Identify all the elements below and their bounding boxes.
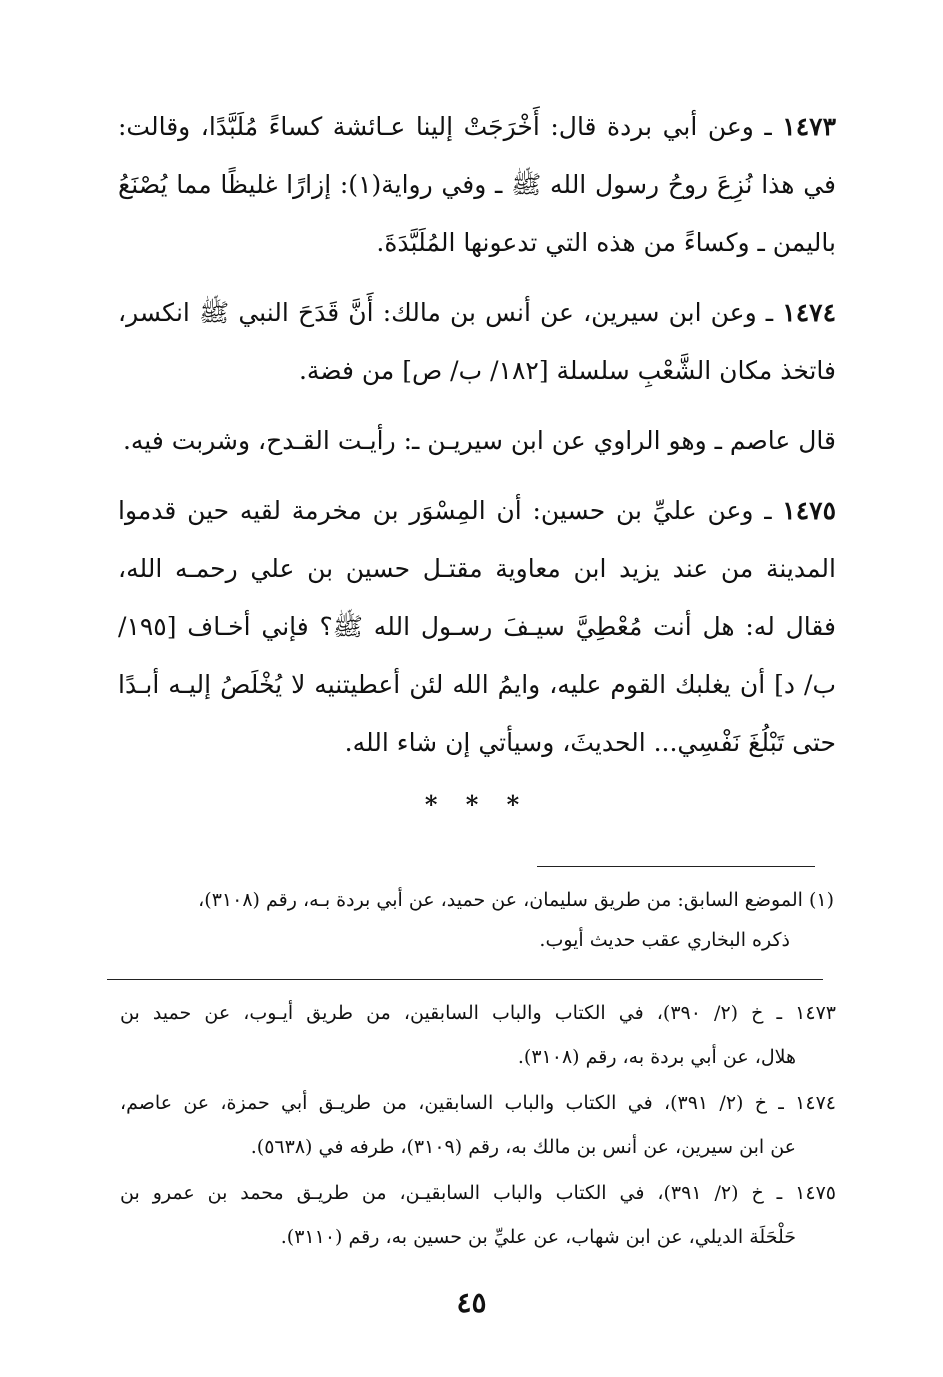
footnote-line: (١) الموضع السابق: من طريق سليمان، عن حميد، عن أبي بردة بـه، رقم (٣١٠٨)، — [198, 889, 834, 911]
footnote-1 — [120, 880, 834, 960]
section-separator: * * * — [424, 790, 530, 819]
page-number: ٤٥ — [456, 1286, 487, 1319]
main-text — [118, 98, 836, 819]
hadith-text: ـ وعن أبي بردة قال: أَخْرَجَتْ إلينا عـائشة كساءً مُلَبَّدًا، وقالت: في هذا نُزِعَ روحُ رسول الله ﷺ ـ وفي رواية(١): إزارًا غليظًا مما يُصْنَعُ باليمن ـ وكساءً من هذه التي تدعونها المُلَبَّدَةَ. — [118, 112, 836, 257]
hadith-number: ١٤٧٥ — [782, 496, 836, 525]
note-1473 — [120, 991, 836, 1079]
notes-divider — [107, 979, 823, 980]
footnote-divider — [537, 866, 815, 867]
note-line: ١٤٧٣ ـ خ (٢/ ٣٩٠)، في الكتاب والباب السابقين، من طريق أيـوب، عن حميد بن — [120, 1002, 836, 1024]
hadith-1473 — [118, 98, 836, 272]
hadith-number: ١٤٧٣ — [782, 112, 836, 141]
note-line: عن ابن سيرين، عن أنس بن مالك به، رقم (٣١٠٩)، طرفه في (٥٦٣٨). — [250, 1136, 796, 1158]
note-line: حَلْحَلَة الديلي، عن ابن شهاب، عن عليِّ بن حسين به، رقم (٣١١٠). — [280, 1226, 796, 1248]
note-line: هلال، عن أبي بردة به، رقم (٣١٠٨). — [517, 1046, 796, 1068]
hadith-text: ـ وعن عليِّ بن حسين: أن المِسْوَر بن مخرمة لقيه حين قدموا المدينة من عند يزيد ابن معاوية مقتـل حسين بن علي رحمـه الله، فقال له: هل أنت مُعْطِيَّ سيـفَ رسـول الله ﷺ؟ فإني أخـاف [١٩٥/ ب/ د] أن يغلبك القوم عليه، وايمُ الله لئن أعطيتنيه لا يُخْلَصُ إليـه أبـدًا حتى تَبْلُغَ نَفْسِي... الحديثَ، وسيأتي إن شاء الله. — [118, 496, 836, 757]
hadith-number: ١٤٧٤ — [782, 298, 836, 327]
takhrij-notes — [120, 991, 836, 1261]
footnote-line: ذكره البخاري عقب حديث أيوب. — [539, 929, 790, 951]
hadith-text: ـ وعن ابن سيرين، عن أنس بن مالك: أَنَّ قَدَحَ النبي ﷺ انكسر، فاتخذ مكان الشَّعْبِ سلسلة [١٨٢/ ب/ ص] من فضة. — [118, 298, 836, 385]
hadith-1475 — [118, 482, 836, 772]
note-1474 — [120, 1081, 836, 1169]
asim-statement: قال عاصم ـ وهو الراوي عن ابن سيريـن ـ: رأيـت القـدح، وشربت فيه. — [122, 426, 836, 455]
note-line: ١٤٧٤ ـ خ (٢/ ٣٩١)، في الكتاب والباب السابقين، من طريـق أبي حمزة، عن عاصم، — [120, 1092, 836, 1114]
note-1475 — [120, 1171, 836, 1259]
hadith-1474 — [118, 284, 836, 400]
note-line: ١٤٧٥ ـ خ (٢/ ٣٩١)، في الكتاب والباب السابقيـن، من طريـق محمد بن عمرو بن — [120, 1182, 836, 1204]
